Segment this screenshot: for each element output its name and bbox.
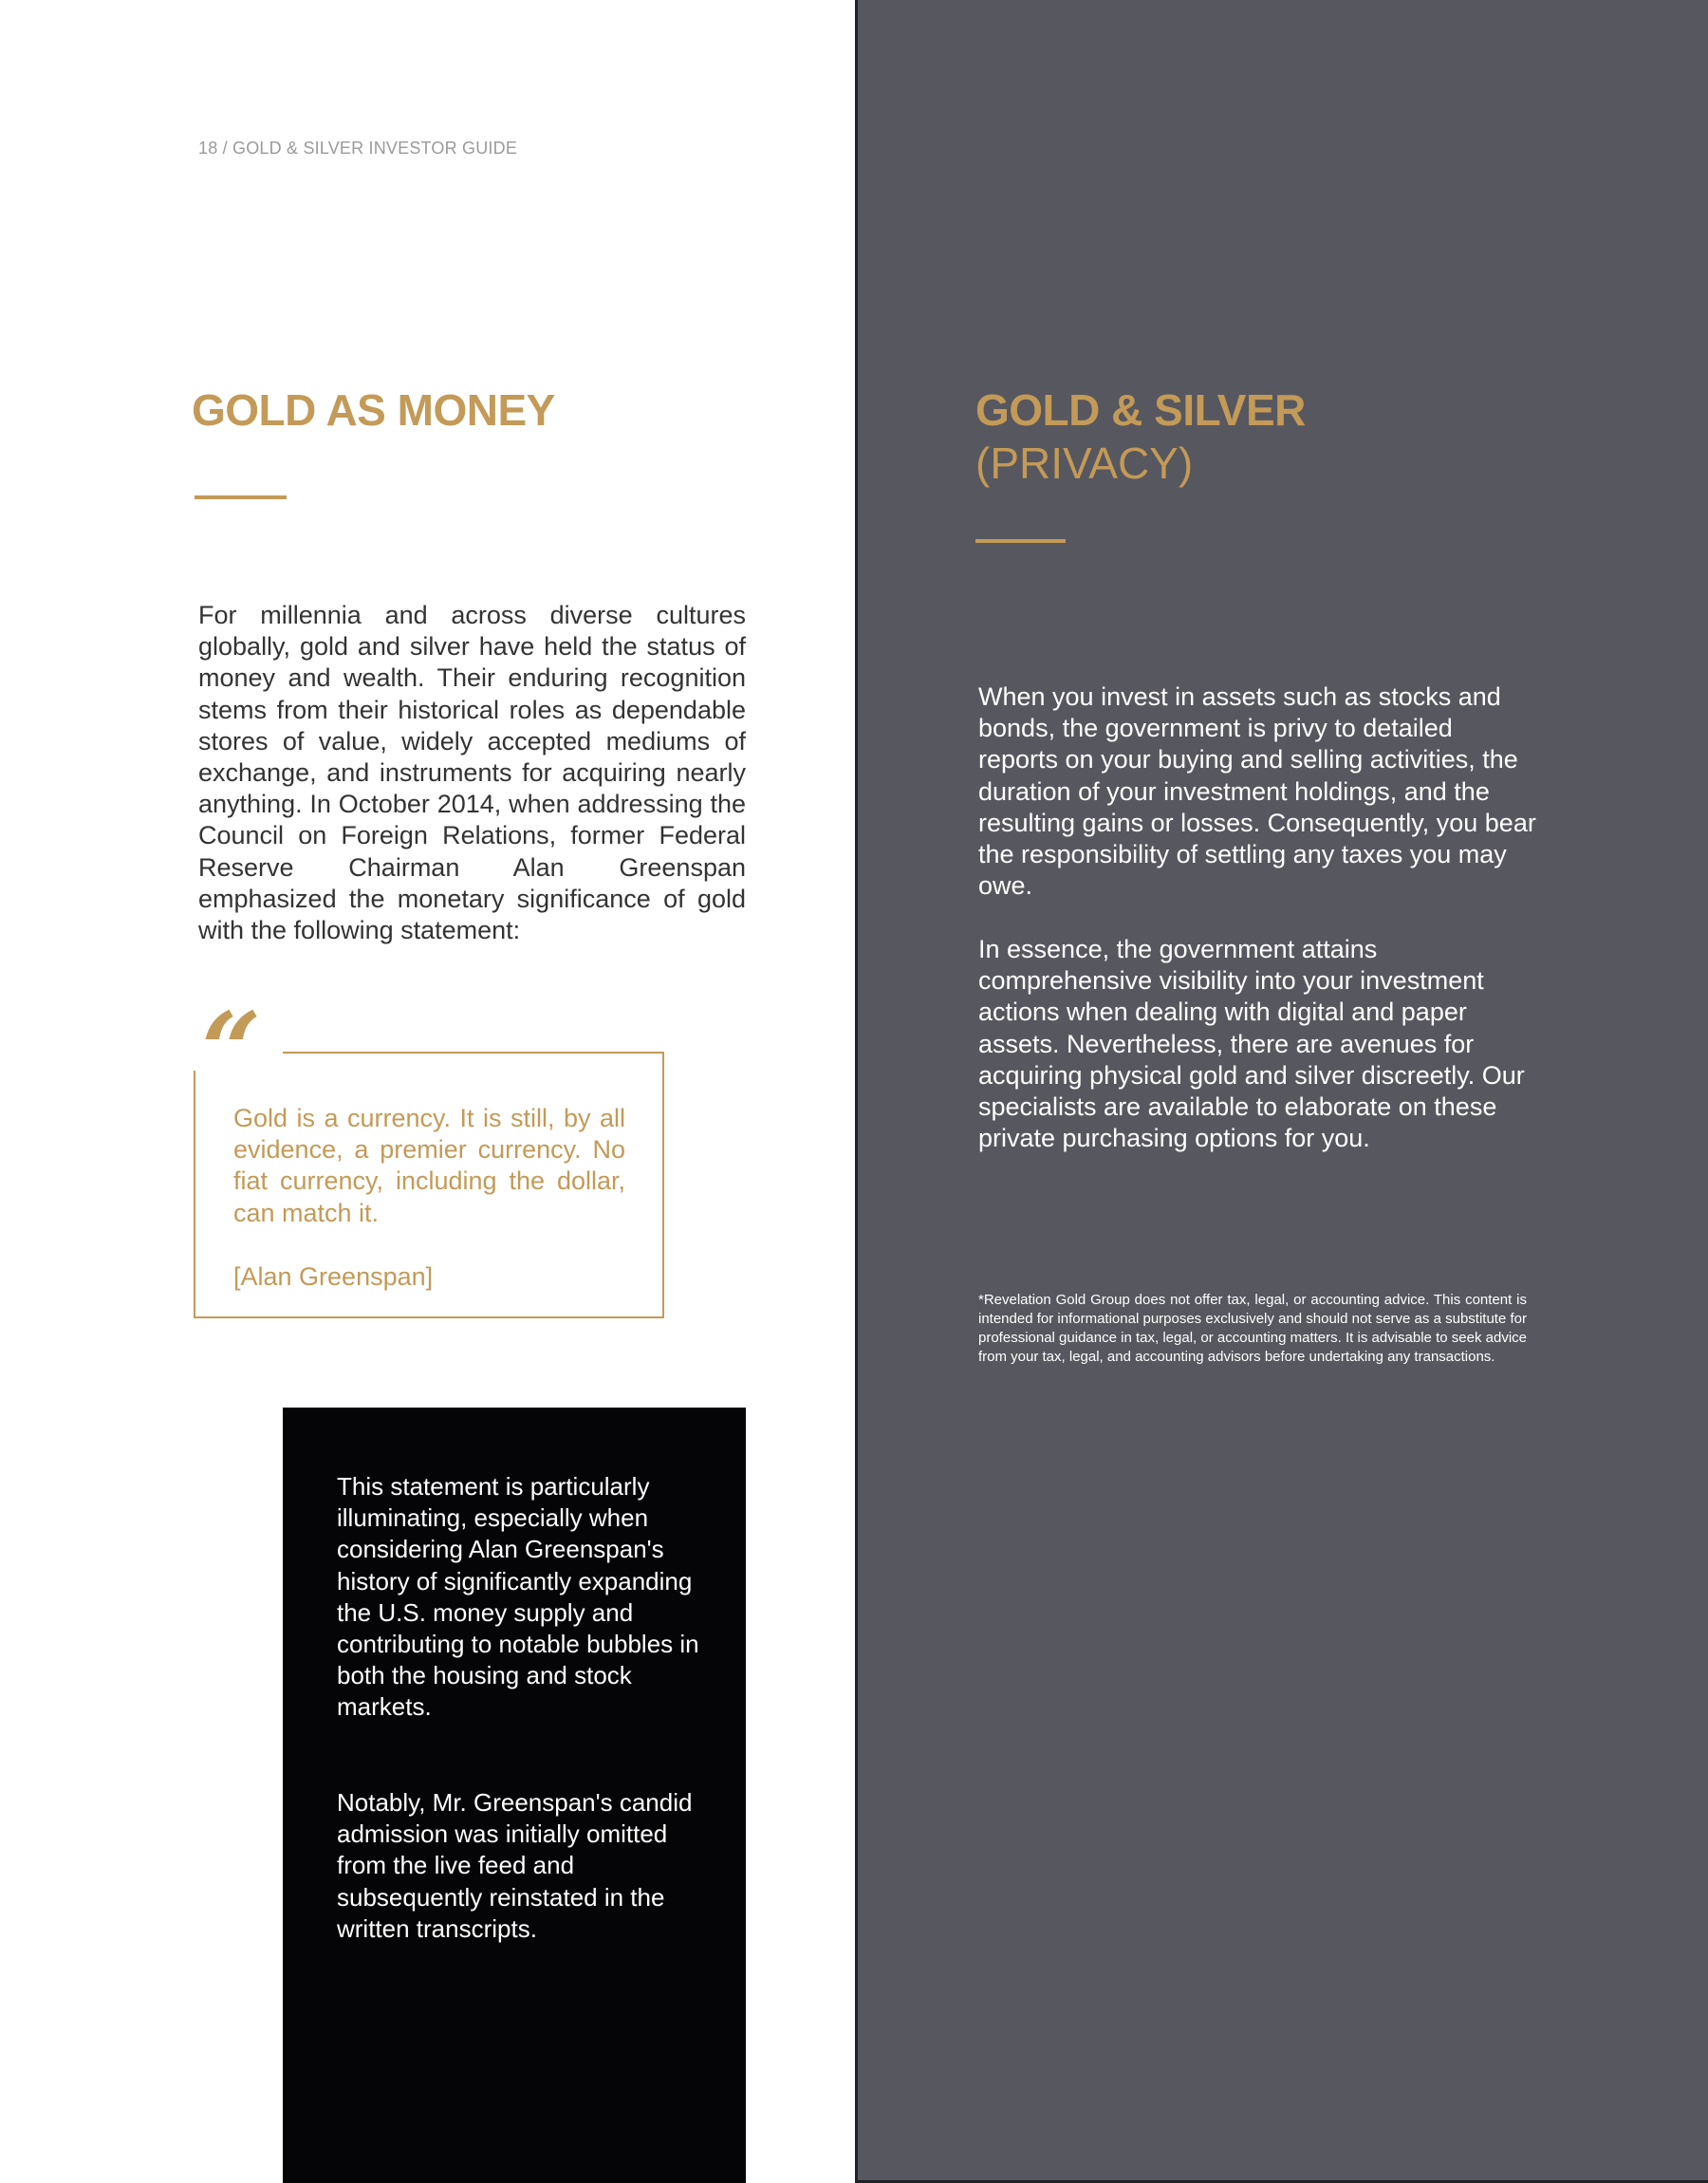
section-subheading-privacy: (PRIVACY) xyxy=(975,438,1194,488)
running-header: 18 / GOLD & SILVER INVESTOR GUIDE xyxy=(198,139,518,158)
privacy-paragraph: In essence, the government attains comprehensive visibility into your investment actions when dealing with digital and paper assets. Nevertheless, there are avenues for acquiring physical gold and silver discreetly. Our specialists are available to elaborate on these private purchasing options for you. xyxy=(978,935,1525,1153)
privacy-paragraph: When you invest in assets such as stocks and bonds, the government is privy to detailed reports on your buying and selling activities, the duration of your investment holdings, and the resulting gains or losses. Consequently, you bear the responsibility of settling any taxes you may owe. xyxy=(978,682,1536,901)
callout-paragraph: This statement is particularly illuminating, especially when considering Alan Greenspan's history of significantly expanding the U.S. money supply and contributing to notable bubbles in both the housing and stock markets. xyxy=(337,1472,699,1722)
heading-accent-rule xyxy=(975,539,1066,543)
section-heading-gold-silver: GOLD & SILVER xyxy=(975,385,1306,435)
quote-attribution: [Alan Greenspan] xyxy=(233,1262,434,1291)
page-spine-divider xyxy=(855,0,858,2183)
disclaimer-footnote: *Revelation Gold Group does not offer tax, legal, or accounting advice. This content is intended for informational purposes exclusively and should not serve as a substitute for professional guidance in tax, legal, or accounting matters. It is advisable to seek advice from your tax, legal, and accounting advisors before undertaking any transactions. xyxy=(978,1292,1527,1365)
intro-paragraph: For millennia and across diverse cultures globally, gold and silver have held the status of money and wealth. Their enduring recognition stems from their historical roles as dependable stores of value, widely accepted mediums of exchange, and instruments for acquiring nearly anything. In October 2014, when addressing the Council on Foreign Relations, former Federal Reserve Chairman Alan Greenspan emphasized the monetary significance of gold with the following statement: xyxy=(198,601,746,945)
quote-mark-icon: “ xyxy=(201,989,262,1111)
section-heading-gold-as-money: GOLD AS MONEY xyxy=(192,385,555,435)
callout-paragraph: Notably, Mr. Greenspan's candid admission was initially omitted from the live feed and subsequently reinstated in the written transcripts. xyxy=(337,1788,693,1943)
quote-text: Gold is a currency. It is still, by all evidence, a premier currency. No fiat currency, including the dollar, can match it. xyxy=(233,1104,625,1227)
heading-accent-rule xyxy=(195,495,287,499)
